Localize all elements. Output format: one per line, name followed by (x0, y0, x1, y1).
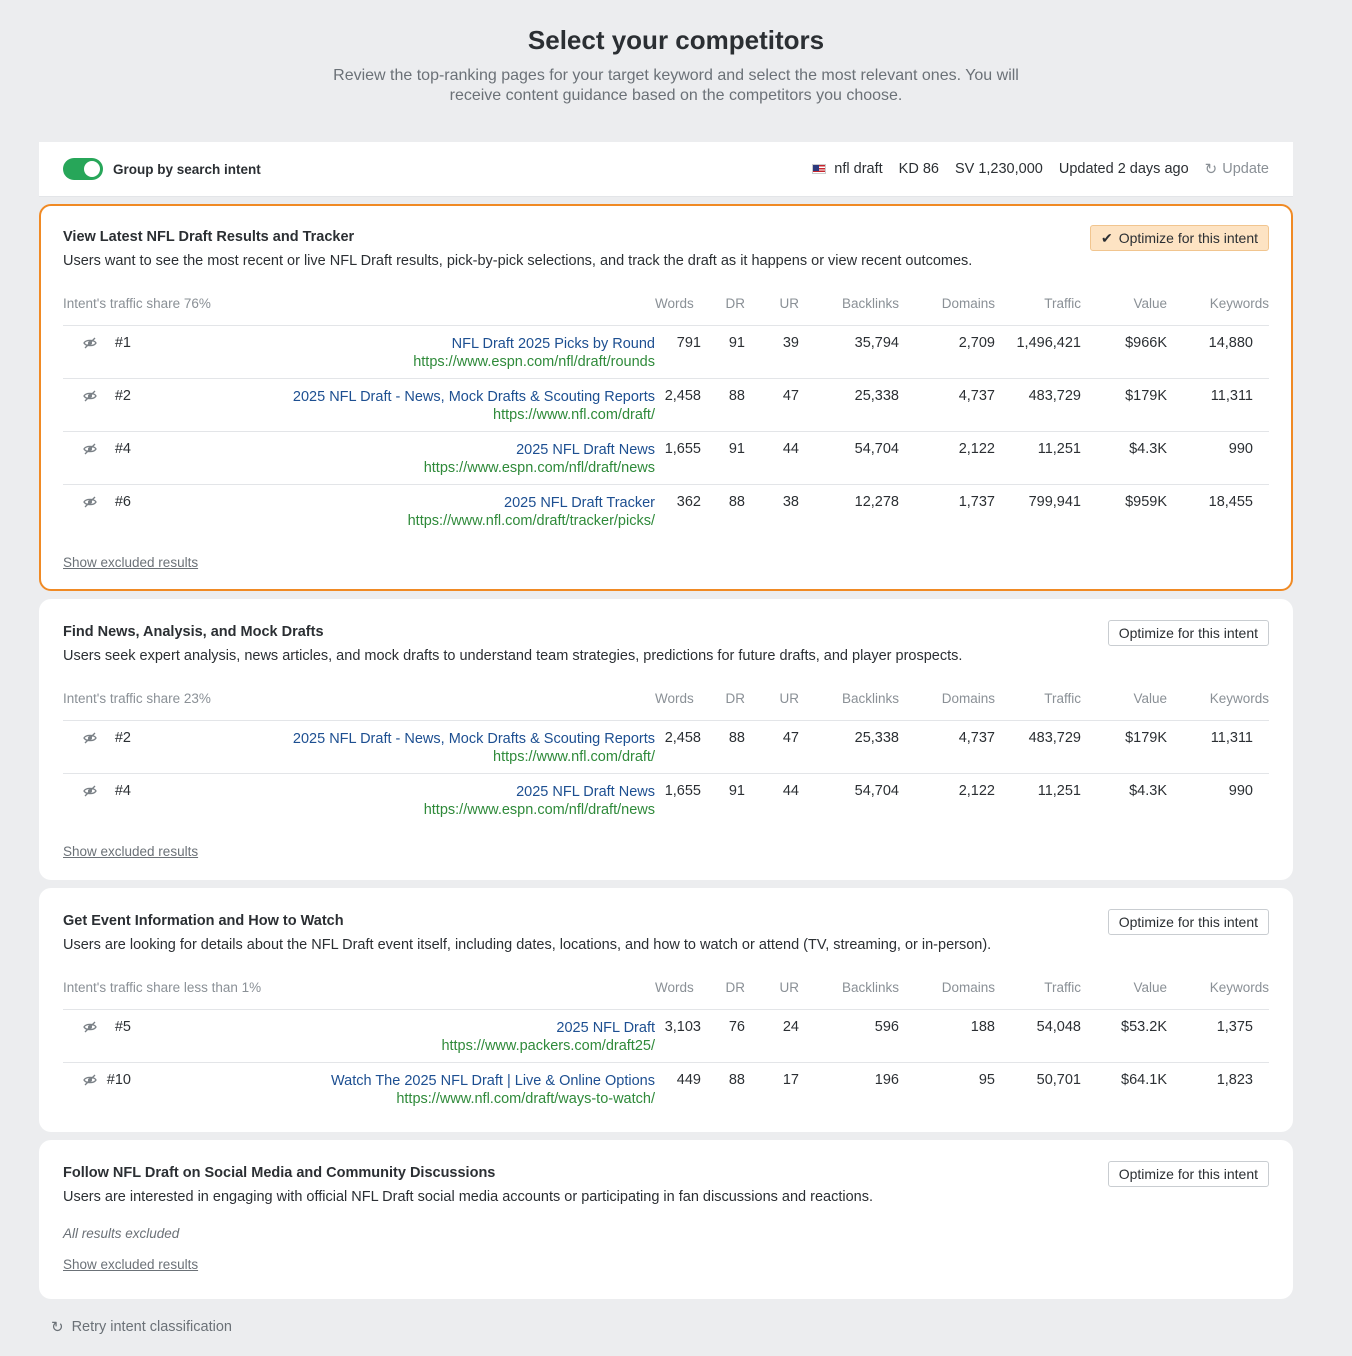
ur-value: 44 (782, 782, 799, 799)
result-url-link[interactable]: https://www.espn.com/nfl/draft/news (423, 459, 655, 476)
rank-label: #6 (114, 493, 131, 510)
dr-value: 88 (701, 378, 745, 431)
intent-title: Follow NFL Draft on Social Media and Community Discussions (63, 1165, 496, 1181)
result-title-link[interactable]: 2025 NFL Draft - News, Mock Drafts & Scouting Reports (292, 730, 655, 747)
exclude-eye-icon[interactable] (83, 390, 97, 402)
words-value: 449 (676, 1071, 701, 1088)
value-value: $179K (1081, 378, 1167, 431)
intent-card (39, 1140, 1293, 1299)
rank-label: #2 (97, 720, 145, 773)
dr-value: 91 (728, 782, 745, 799)
col-value: Value (1081, 688, 1167, 720)
intent-card (39, 599, 1293, 880)
value-value: $64.1K (1121, 1071, 1167, 1088)
keywords-link[interactable]: 990 (1228, 782, 1253, 799)
col-ur: UR (745, 293, 799, 325)
result-title-link[interactable]: 2025 NFL Draft News (516, 783, 655, 800)
rank-label: #4 (114, 782, 131, 799)
col-traffic: Traffic (995, 688, 1081, 720)
words-value: 362 (676, 493, 701, 510)
optimize-intent-label: Optimize for this intent (1118, 1166, 1258, 1182)
table-row (63, 325, 1269, 378)
table-row (63, 1062, 1269, 1115)
table-row (63, 1009, 1269, 1062)
domains-link[interactable]: 2,122 (899, 431, 995, 484)
domains-link[interactable]: 1,737 (958, 493, 995, 510)
dr-value: 88 (728, 493, 745, 510)
results-table (63, 688, 1269, 826)
col-traffic: Traffic (995, 977, 1081, 1009)
keywords-link[interactable]: 18,455 (1208, 493, 1253, 510)
ur-value: 17 (782, 1071, 799, 1088)
exclude-eye-icon[interactable] (83, 732, 97, 744)
dr-value: 91 (701, 431, 745, 484)
col-value: Value (1081, 293, 1167, 325)
keywords-link[interactable]: 1,823 (1216, 1071, 1253, 1088)
col-words: Words (655, 977, 701, 1009)
ur-value: 47 (745, 720, 799, 773)
ur-value: 44 (745, 431, 799, 484)
col-dr: DR (701, 977, 745, 1009)
keywords-link[interactable]: 990 (1167, 431, 1269, 484)
results-table (63, 977, 1269, 1115)
result-url-link[interactable]: https://www.packers.com/draft25/ (441, 1037, 655, 1054)
domains-link[interactable]: 2,709 (899, 325, 995, 378)
value-value: $179K (1081, 720, 1167, 773)
col-domains: Domains (899, 293, 995, 325)
backlinks-link[interactable]: 596 (799, 1009, 899, 1062)
group-by-intent-toggle[interactable] (63, 158, 103, 180)
traffic-value: 11,251 (1037, 782, 1081, 799)
value-value: $53.2K (1081, 1009, 1167, 1062)
table-row (63, 720, 1269, 773)
col-words: Words (655, 293, 701, 325)
intent-card (39, 888, 1293, 1132)
intent-title: Get Event Information and How to Watch (63, 913, 344, 929)
col-backlinks: Backlinks (799, 977, 899, 1009)
result-url-link[interactable]: https://www.nfl.com/draft/ways-to-watch/ (396, 1090, 655, 1107)
retry-classification-label: Retry intent classification (71, 1319, 232, 1335)
col-ur: UR (745, 977, 799, 1009)
col-ur: UR (745, 688, 799, 720)
col-domains: Domains (899, 688, 995, 720)
results-table (63, 293, 1269, 537)
col-dr: DR (701, 688, 745, 720)
traffic-value: 483,729 (995, 720, 1081, 773)
backlinks-link[interactable]: 54,704 (799, 431, 899, 484)
intent-title: Find News, Analysis, and Mock Drafts (63, 624, 324, 640)
optimize-intent-button[interactable] (1108, 620, 1269, 646)
col-traffic: Traffic (995, 293, 1081, 325)
rank-label: #1 (97, 325, 145, 378)
result-title-link[interactable]: 2025 NFL Draft Tracker (504, 494, 655, 511)
optimize-intent-label: Optimize for this intent (1118, 625, 1258, 641)
optimize-intent-button[interactable] (1090, 225, 1269, 251)
traffic-value: 799,941 (1028, 493, 1081, 510)
backlinks-link[interactable]: 54,704 (854, 782, 899, 799)
col-backlinks: Backlinks (799, 688, 899, 720)
words-value: 2,458 (655, 720, 701, 773)
exclude-eye-icon[interactable] (83, 337, 97, 349)
show-excluded-link[interactable]: Show excluded results (63, 555, 199, 570)
dr-value: 88 (701, 720, 745, 773)
value-value: $4.3K (1081, 431, 1167, 484)
ur-value: 24 (745, 1009, 799, 1062)
optimize-intent-button[interactable] (1108, 1161, 1269, 1187)
intent-card (39, 204, 1293, 591)
domains-link[interactable]: 95 (978, 1071, 995, 1088)
update-button-label: Update (1222, 161, 1269, 177)
result-url-link[interactable]: https://www.nfl.com/draft/ (493, 406, 655, 423)
table-row (63, 484, 1269, 537)
exclude-eye-icon[interactable] (83, 1021, 97, 1033)
keyword-label: nfl draft (834, 161, 883, 177)
refresh-icon: ↻ (1204, 161, 1218, 178)
dr-value: 76 (701, 1009, 745, 1062)
traffic-value: 50,701 (1036, 1071, 1081, 1088)
value-value: $959K (1125, 493, 1167, 510)
result-title-link[interactable]: 2025 NFL Draft News (516, 441, 655, 458)
dr-value: 88 (728, 1071, 745, 1088)
ur-value: 47 (745, 378, 799, 431)
col-keywords: Keywords (1167, 977, 1269, 1009)
traffic-share-header: Intent's traffic share 23% (63, 688, 655, 720)
rank-label: #2 (97, 378, 145, 431)
traffic-share-header: Intent's traffic share less than 1% (63, 977, 655, 1009)
page-subtitle: Review the top-ranking pages for your target keyword and select the most relevant ones. You will receive content guidance based on the competitors you choose. (333, 67, 1019, 104)
col-backlinks: Backlinks (799, 293, 899, 325)
optimize-intent-button[interactable] (1108, 909, 1269, 935)
col-dr: DR (701, 293, 745, 325)
keywords-link[interactable]: 11,311 (1167, 720, 1269, 773)
result-url-link[interactable]: https://www.espn.com/nfl/draft/rounds (413, 353, 655, 370)
rank-label: #4 (97, 431, 145, 484)
result-title-link[interactable]: 2025 NFL Draft (556, 1019, 655, 1036)
show-excluded-link[interactable]: Show excluded results (63, 844, 199, 859)
rank-label: #5 (97, 1009, 145, 1062)
backlinks-link[interactable]: 35,794 (799, 325, 899, 378)
col-value: Value (1081, 977, 1167, 1009)
show-excluded-link[interactable]: Show excluded results (63, 1257, 199, 1272)
traffic-value: 1,496,421 (995, 325, 1081, 378)
backlinks-link[interactable]: 25,338 (799, 378, 899, 431)
result-url-link[interactable]: https://www.espn.com/nfl/draft/news (423, 801, 655, 818)
intent-description: Users are interested in engaging with official NFL Draft social media accounts or participating in fan discussions and reactions. (63, 1189, 873, 1205)
exclude-eye-icon[interactable] (83, 496, 97, 508)
backlinks-link[interactable]: 25,338 (799, 720, 899, 773)
keywords-link[interactable]: 1,375 (1167, 1009, 1269, 1062)
optimize-intent-label: Optimize for this intent (1118, 230, 1258, 246)
words-value: 791 (655, 325, 701, 378)
table-row (63, 378, 1269, 431)
update-button[interactable] (1205, 160, 1269, 178)
traffic-value: 11,251 (995, 431, 1081, 484)
result-url-link[interactable]: https://www.nfl.com/draft/tracker/picks/ (407, 512, 655, 529)
value-value: $966K (1081, 325, 1167, 378)
intent-description: Users want to see the most recent or live NFL Draft results, pick-by-pick selections, and track the draft as it happens or view recent outcomes. (63, 253, 973, 269)
group-by-intent-label: Group by search intent (113, 161, 261, 177)
table-row (63, 431, 1269, 484)
check-icon: ✔ (1100, 229, 1113, 246)
words-value: 1,655 (655, 431, 701, 484)
exclude-eye-icon[interactable] (83, 785, 97, 797)
words-value: 1,655 (664, 782, 701, 799)
exclude-eye-icon[interactable] (83, 1074, 97, 1086)
backlinks-link[interactable]: 12,278 (854, 493, 899, 510)
result-title-link[interactable]: Watch The 2025 NFL Draft | Live & Online Options (331, 1072, 655, 1089)
words-value: 2,458 (655, 378, 701, 431)
col-domains: Domains (899, 977, 995, 1009)
updated-label: Updated 2 days ago (1058, 161, 1189, 177)
col-keywords: Keywords (1167, 293, 1269, 325)
intent-description: Users are looking for details about the NFL Draft event itself, including dates, locations, and how to watch or attend (TV, streaming, or in-person). (63, 937, 992, 953)
intent-description: Users seek expert analysis, news articles, and mock drafts to understand team strategies, predictions for future drafts, and player prospects. (63, 648, 963, 664)
result-url-link[interactable]: https://www.nfl.com/draft/ (493, 748, 655, 765)
intent-title: View Latest NFL Draft Results and Tracker (63, 229, 355, 245)
table-row (63, 773, 1269, 826)
col-words: Words (655, 688, 701, 720)
traffic-share-header: Intent's traffic share 76% (63, 293, 655, 325)
all-excluded-note: All results excluded (63, 1226, 180, 1241)
retry-classification-button[interactable] (51, 1318, 232, 1336)
rank-label: #10 (106, 1071, 131, 1088)
kd-label: KD 86 (898, 161, 939, 177)
backlinks-link[interactable]: 196 (874, 1071, 899, 1088)
page-title: Select your competitors (527, 25, 825, 55)
keywords-link[interactable]: 14,880 (1167, 325, 1269, 378)
toolbar (39, 142, 1293, 197)
toggle-knob (84, 161, 100, 177)
ur-value: 38 (782, 493, 799, 510)
words-value: 3,103 (655, 1009, 701, 1062)
result-title-link[interactable]: 2025 NFL Draft - News, Mock Drafts & Scouting Reports (292, 388, 655, 405)
domains-link[interactable]: 4,737 (899, 720, 995, 773)
domains-link[interactable]: 4,737 (899, 378, 995, 431)
value-value: $4.3K (1129, 782, 1167, 799)
sv-label: SV 1,230,000 (954, 161, 1043, 177)
optimize-intent-label: Optimize for this intent (1118, 914, 1258, 930)
exclude-eye-icon[interactable] (83, 443, 97, 455)
traffic-value: 483,729 (995, 378, 1081, 431)
domains-link[interactable]: 188 (899, 1009, 995, 1062)
result-title-link[interactable]: NFL Draft 2025 Picks by Round (451, 335, 655, 352)
col-keywords: Keywords (1167, 688, 1269, 720)
traffic-value: 54,048 (995, 1009, 1081, 1062)
refresh-icon: ↻ (51, 1319, 64, 1336)
domains-link[interactable]: 2,122 (958, 782, 995, 799)
dr-value: 91 (701, 325, 745, 378)
ur-value: 39 (745, 325, 799, 378)
us-flag-icon (812, 164, 826, 174)
keywords-link[interactable]: 11,311 (1167, 378, 1269, 431)
